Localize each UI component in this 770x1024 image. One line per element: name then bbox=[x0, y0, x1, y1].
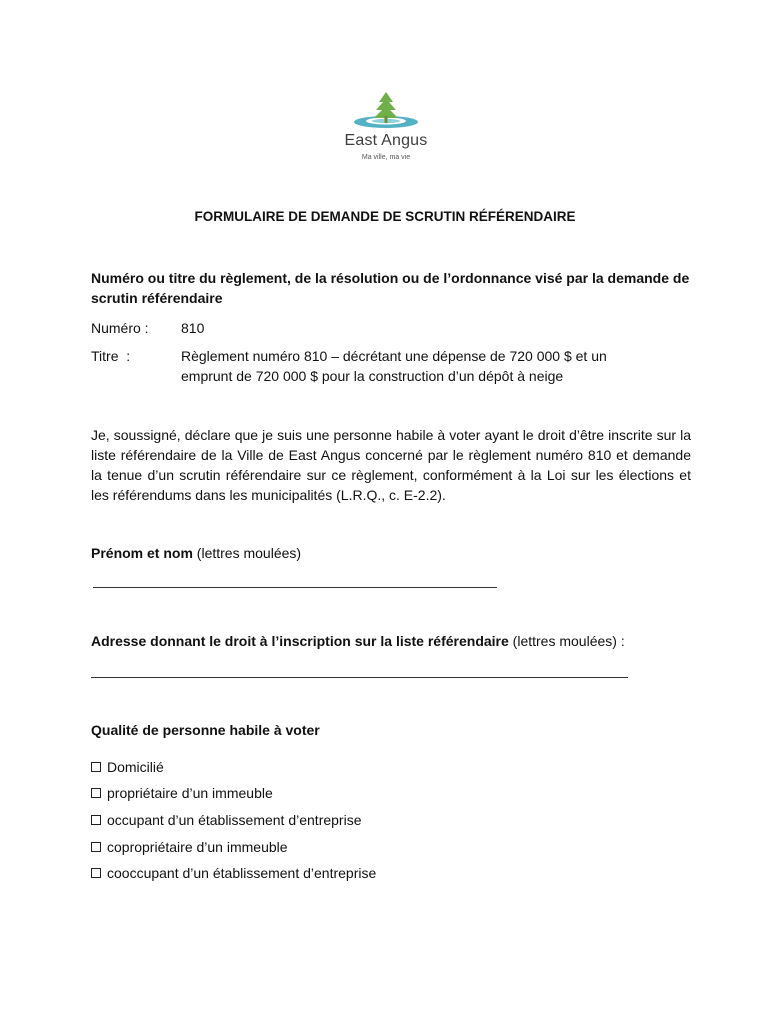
east-angus-logo bbox=[330, 90, 442, 170]
option-label: cooccupant d’un établissement d’entreprise bbox=[107, 865, 377, 881]
address-field-label bbox=[91, 631, 711, 651]
option-label: copropriétaire d’un immeuble bbox=[107, 839, 288, 855]
qualite-heading: Qualité de personne habile à voter bbox=[91, 722, 320, 738]
name-label-note: (lettres moulées) bbox=[192, 545, 302, 561]
declaration-paragraph: Je, soussigné, déclare que je suis une personne habile à voter ayant le droit d’être inscrite sur la liste référendaire de la Ville de East Angus concerné par le règlement numéro 810 et demande la tenue d’un scrutin référendaire sur ce règlement, conformément à la Loi sur les élections et les référendums dans les municipalités (L.R.Q., c. E-2.2). bbox=[91, 427, 691, 503]
checkbox-icon[interactable] bbox=[91, 868, 101, 878]
checkbox-icon[interactable] bbox=[91, 815, 101, 825]
option-cooccupant[interactable] bbox=[91, 863, 376, 883]
numero-value: 810 bbox=[181, 320, 205, 336]
logo-name: East Angus bbox=[344, 132, 428, 149]
checkbox-icon[interactable] bbox=[91, 762, 101, 772]
numero-label: Numéro : bbox=[91, 320, 149, 336]
titre-label: Titre : bbox=[91, 348, 131, 364]
address-label-bold: Adresse donnant le droit à l’inscription sur la liste référendaire bbox=[91, 633, 509, 649]
option-occupant[interactable] bbox=[91, 810, 362, 830]
option-coproprietaire[interactable] bbox=[91, 837, 288, 857]
address-input-line[interactable] bbox=[91, 677, 628, 678]
logo-tagline: Ma ville, ma vie bbox=[361, 154, 411, 161]
checkbox-icon[interactable] bbox=[91, 788, 101, 798]
titre-value: Règlement numéro 810 – décrétant une dépense de 720 000 $ et un emprunt de 720 000 $ pour la construction d’un dépôt à neige bbox=[181, 348, 607, 384]
option-label: Domicilié bbox=[107, 759, 164, 775]
address-label-note: (lettres moulées) : bbox=[508, 633, 625, 649]
checkbox-icon[interactable] bbox=[91, 842, 101, 852]
option-domicilie[interactable] bbox=[91, 757, 164, 777]
form-title: FORMULAIRE DE DEMANDE DE SCRUTIN RÉFÉRENDAIRE bbox=[194, 209, 576, 224]
name-field-label bbox=[91, 543, 691, 563]
name-label-bold: Prénom et nom bbox=[91, 545, 193, 561]
option-label: occupant d’un établissement d’entreprise bbox=[107, 812, 362, 828]
name-input-line[interactable] bbox=[93, 587, 497, 588]
tree-logo-icon bbox=[352, 90, 420, 132]
reglement-section-heading: Numéro ou titre du règlement, de la résolution ou de l’ordonnance visé par la demande de scrutin référendaire bbox=[91, 270, 690, 306]
option-label: propriétaire d’un immeuble bbox=[107, 785, 273, 801]
option-proprietaire[interactable] bbox=[91, 783, 273, 803]
